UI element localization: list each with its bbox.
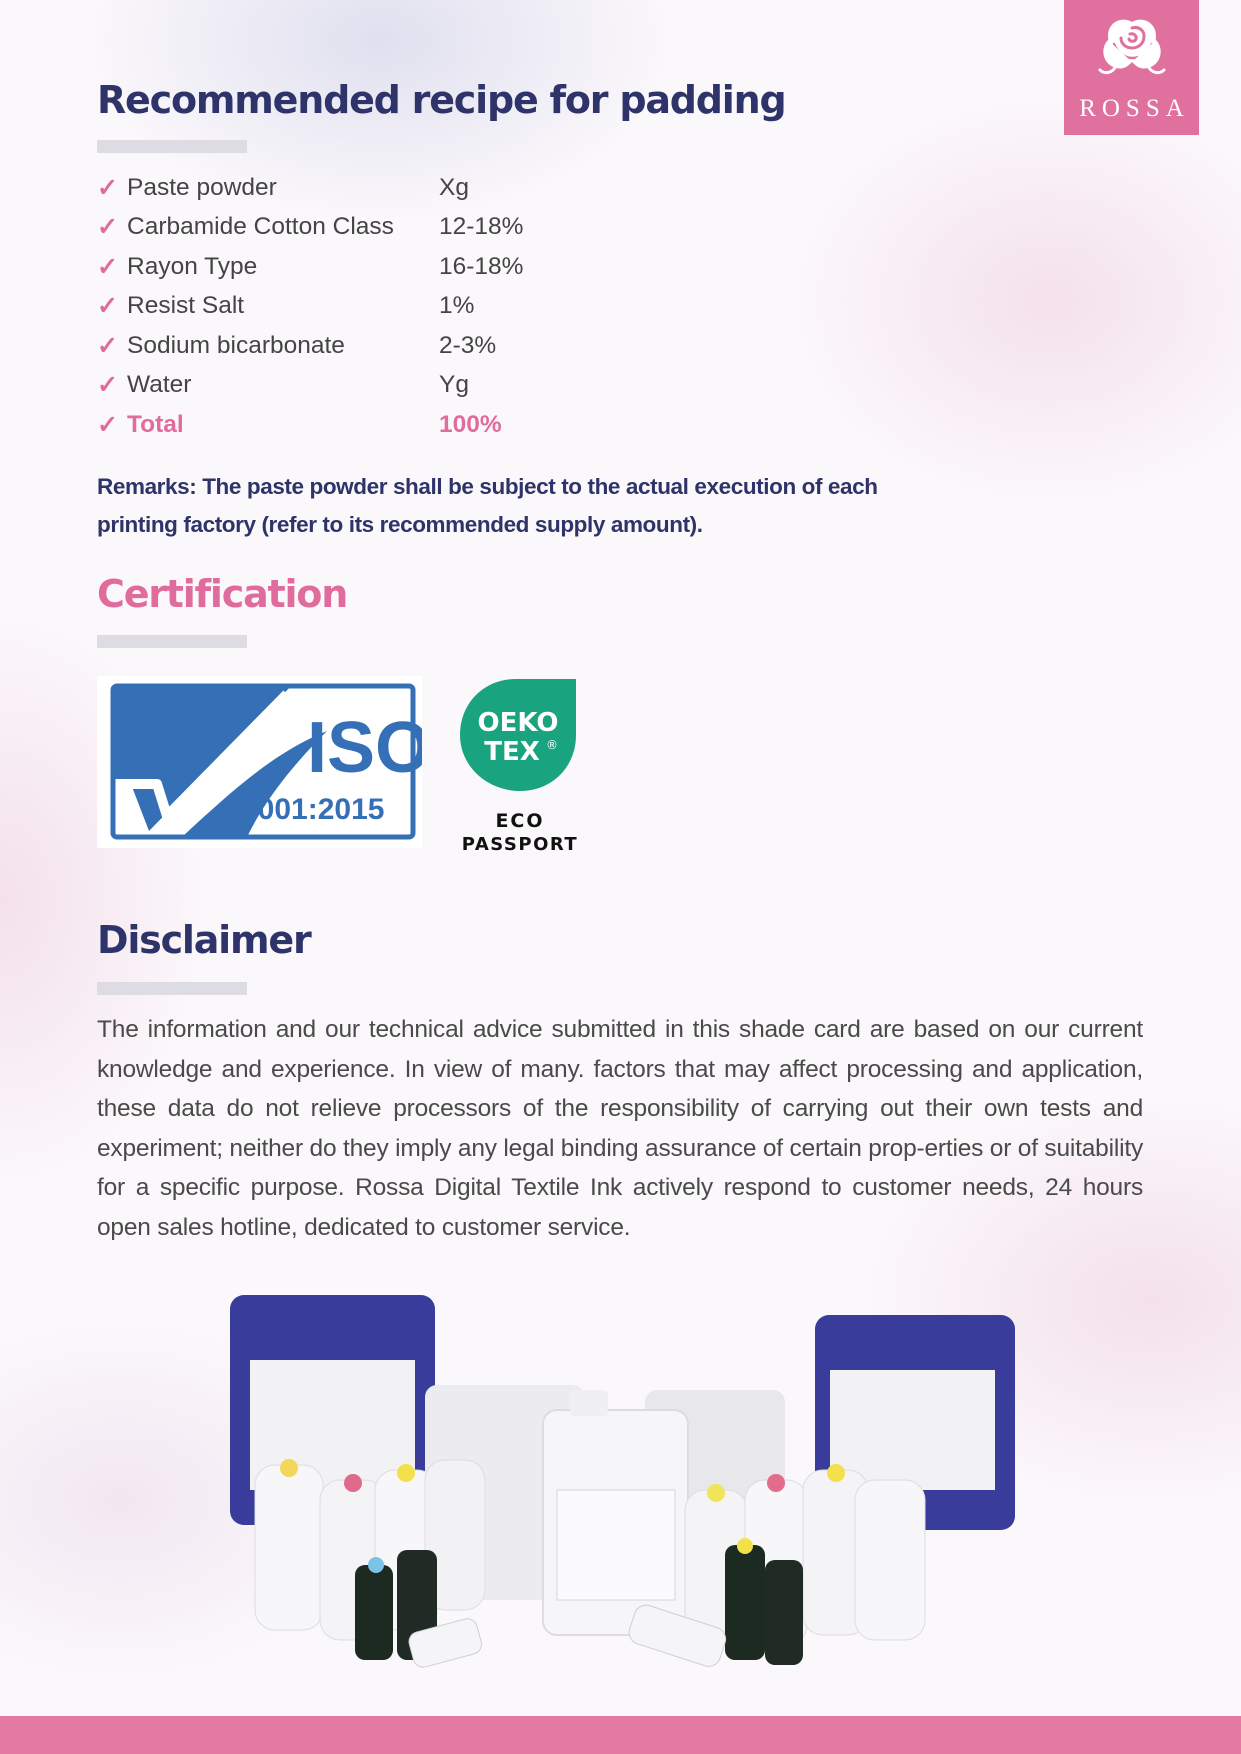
footer-bar [0,1716,1241,1754]
ingredient-name: Carbamide Cotton Class [127,213,394,241]
rossa-logo [1064,0,1199,135]
checkmark-icon: ✓ [97,173,118,202]
logo-wordmark: ROSSA [1079,95,1190,122]
oeko-passport: PASSPORT [461,834,579,855]
oeko-line1: OEKO [477,708,559,738]
recipe-title: Recommended recipe for padding [97,78,786,122]
ingredient-value: 16-18% [439,252,524,280]
checkmark-icon: ✓ [97,371,118,400]
total-label: Total [127,410,184,438]
ingredient-name: Water [127,371,192,399]
recipe-row [97,247,559,287]
rose-icon [1094,12,1170,92]
recipe-list [97,168,559,445]
ingredient-name: Paste powder [127,173,277,201]
oeko-registered-mark: ® [546,738,558,752]
iso-certification-logo [97,676,422,848]
remarks-line: printing factory (refer to its recommended supply amount). [97,512,703,537]
oeko-eco: ECO [495,810,545,832]
recipe-row [97,366,559,406]
recipe-total-row [97,405,559,445]
ingredient-name: Sodium bicarbonate [127,331,345,359]
certification-title: Certification [97,572,348,616]
ingredient-value: 1% [439,292,475,320]
title-underline [97,635,247,648]
remarks-text [97,468,977,544]
iso-label: ISO [307,708,422,788]
oeko-line2: TEX [484,737,540,767]
oeko-tex-logo [460,679,582,855]
recipe-row [97,208,559,248]
checkmark-icon: ✓ [97,410,118,439]
ingredient-value: Yg [439,371,469,399]
recipe-row [97,168,559,208]
title-underline [97,140,247,153]
title-underline [97,982,247,995]
checkmark-icon: ✓ [97,252,118,281]
remarks-line: Remarks: The paste powder shall be subject to the actual execution of each [97,474,878,499]
recipe-row [97,287,559,327]
ingredient-name: Resist Salt [127,292,245,320]
checkmark-icon: ✓ [97,213,118,242]
disclaimer-text: The information and our technical advice submitted in this shade card are based on our current knowledge and experience. In view of many. factors that may affect processing and application, these data do not relieve processors of the responsibility of carrying out their own tests and experiment; neither do they imply any legal binding assurance of certain prop-erties or of suitability for a specific purpose. Rossa Digital Textile Ink actively respond to customer needs, 24 hours open sales hotline, dedicated to customer service. [97,1016,1143,1241]
iso-standard: 9001:2015 [241,793,385,826]
checkmark-icon: ✓ [97,292,118,321]
ingredient-name: Rayon Type [127,252,258,280]
ingredient-value: 2-3% [439,331,497,359]
total-value: 100% [439,410,502,438]
checkmark-icon: ✓ [97,331,118,360]
disclaimer-title: Disclaimer [97,918,311,962]
ingredient-value: 12-18% [439,213,524,241]
ingredient-value: Xg [439,173,469,201]
product-photo [225,1290,1015,1690]
recipe-row [97,326,559,366]
